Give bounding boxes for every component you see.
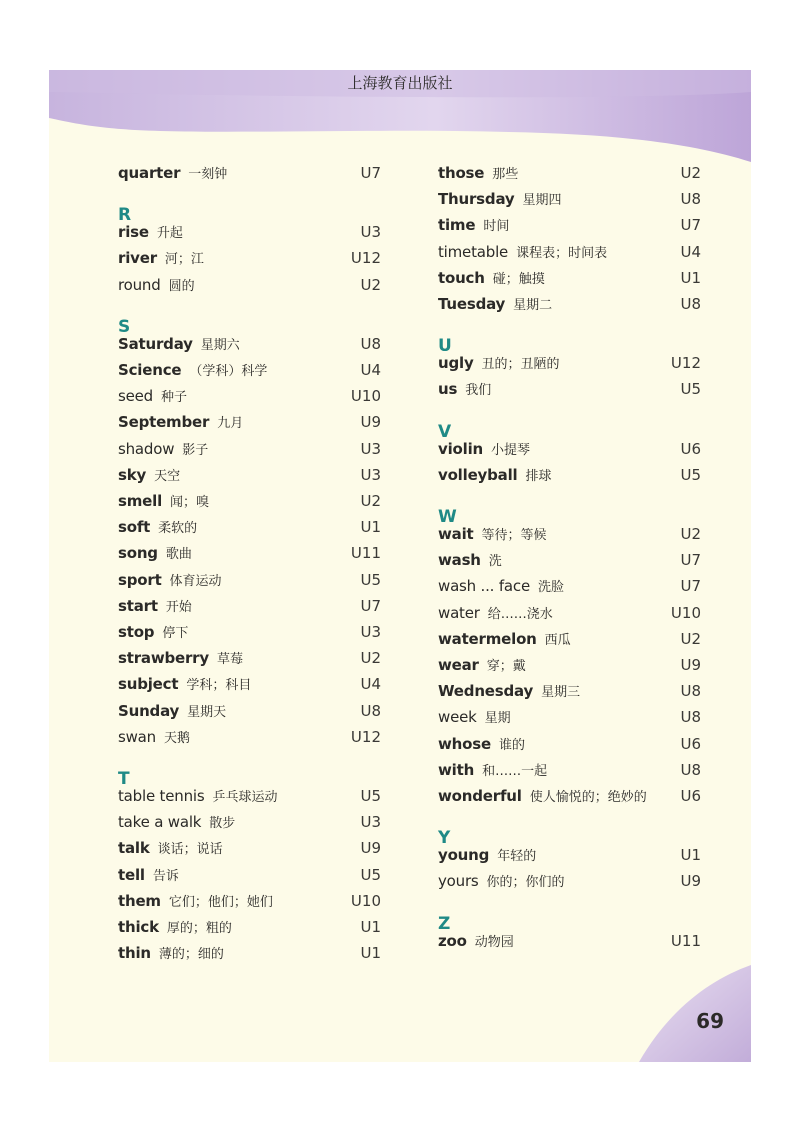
- vocab-chinese: 停下: [162, 626, 189, 641]
- vocab-chinese: 星期天: [187, 704, 227, 720]
- vocab-unit: U6: [680, 439, 701, 458]
- vocab-word: start: [118, 596, 158, 615]
- vocab-chinese: 星期二: [513, 298, 553, 313]
- vocab-word: wash ... face: [438, 577, 530, 596]
- vocab-chinese: 星期六: [200, 337, 240, 353]
- vocab-word: sport: [118, 570, 162, 589]
- vocab-unit: U6: [680, 734, 701, 753]
- vocab-chinese: 告诉: [152, 868, 179, 884]
- vocab-unit: U5: [680, 380, 701, 399]
- vocab-unit: U1: [360, 918, 381, 936]
- vocab-unit: U8: [680, 682, 701, 701]
- vocab-word: subject: [118, 675, 179, 694]
- vocab-word: timetable: [438, 242, 509, 261]
- vocab-chinese: 谈话；说话: [157, 842, 223, 858]
- vocab-unit: U2: [680, 629, 701, 648]
- vocab-chinese: 天鹅: [163, 730, 190, 746]
- vocab-unit: U8: [360, 334, 381, 353]
- vocab-unit: U11: [350, 544, 381, 563]
- vocab-entry: [118, 673, 381, 695]
- vocab-entry: [438, 549, 701, 571]
- vocab-entry: [118, 438, 381, 460]
- vocab-unit: U8: [680, 760, 701, 779]
- section-letter: V: [438, 421, 452, 442]
- vocab-unit: U7: [680, 216, 701, 235]
- vocab-chinese: 开始: [165, 599, 192, 615]
- vocab-entry: [438, 930, 701, 952]
- vocab-word: table tennis: [118, 787, 205, 805]
- vocab-chinese: 升起: [156, 226, 183, 242]
- vocab-unit: U2: [360, 492, 381, 510]
- vocab-word: touch: [438, 268, 485, 287]
- vocab-chinese: 乒乓球运动: [212, 790, 278, 805]
- vocab-word: us: [438, 380, 458, 399]
- vocab-word: thin: [118, 944, 151, 963]
- vocab-unit: U5: [360, 570, 381, 589]
- vocab-chinese: 西瓜: [544, 632, 571, 648]
- section-letter: U: [438, 336, 452, 357]
- vocab-chinese: 给……浇水: [487, 606, 553, 622]
- vocab-chinese: 星期三: [541, 685, 581, 701]
- vocab-entry: [438, 628, 701, 650]
- vocab-word: time: [438, 216, 476, 235]
- vocab-word: Science: [118, 361, 182, 379]
- vocab-chinese: 年轻的: [497, 849, 537, 865]
- vocab-entry: [438, 602, 701, 624]
- vocab-entry: [438, 162, 701, 184]
- vocab-chinese: 薄的；细的: [158, 947, 224, 963]
- vocab-word: zoo: [438, 931, 467, 950]
- vocab-word: talk: [118, 839, 150, 858]
- vocab-unit: U2: [680, 164, 701, 182]
- vocab-unit: U8: [680, 295, 701, 313]
- vocab-word: water: [438, 603, 480, 622]
- vocab-entry: [118, 411, 381, 433]
- vocab-chinese: 洗脸: [537, 580, 564, 596]
- vocab-chinese: 体育运动: [169, 573, 222, 589]
- vocab-entry: [118, 942, 381, 964]
- vocab-unit: U5: [360, 865, 381, 884]
- vocab-word: song: [118, 544, 158, 563]
- section-letter: Z: [438, 913, 451, 934]
- vocab-chinese: 一刻钟: [188, 167, 228, 182]
- vocab-unit: U5: [360, 787, 381, 805]
- vocab-entry: [438, 214, 701, 236]
- vocab-entry: [118, 621, 381, 643]
- vocab-entry: [118, 333, 381, 355]
- vocab-unit: U7: [680, 551, 701, 570]
- vocab-entry: [438, 654, 701, 676]
- vocab-word: thick: [118, 918, 159, 936]
- vocab-word: watermelon: [438, 629, 537, 648]
- vocab-unit: U2: [360, 275, 381, 294]
- vocab-word: them: [118, 891, 161, 910]
- section-letter: Y: [438, 828, 451, 849]
- vocab-chinese: 时间: [483, 219, 510, 235]
- vocab-word: Thursday: [438, 190, 515, 209]
- vocab-entry: [438, 378, 701, 400]
- vocab-word: shadow: [118, 439, 175, 458]
- vocab-entry: [118, 916, 381, 938]
- vocab-chinese: 它们；他们；她们: [168, 894, 273, 910]
- vocab-entry: [118, 464, 381, 486]
- vocab-chinese: 闻；嗅: [170, 495, 210, 510]
- section-letter: S: [118, 316, 131, 337]
- vocab-chinese: 你的；你们的: [486, 875, 565, 891]
- vocab-word: round: [118, 275, 161, 294]
- vocab-unit: U4: [360, 361, 381, 379]
- section-letter: T: [118, 769, 130, 789]
- vocab-chinese: 河；江: [164, 252, 204, 268]
- vocab-unit: U3: [360, 465, 381, 484]
- vocab-word: Sunday: [118, 701, 180, 720]
- vocab-word: wait: [438, 525, 474, 543]
- vocab-word: sky: [118, 465, 147, 484]
- vocab-entry: [118, 726, 381, 748]
- page: [49, 70, 751, 1062]
- vocab-entry: [118, 221, 381, 243]
- vocab-chinese: 使人愉悦的；绝妙的: [529, 790, 647, 805]
- vocab-entry: [118, 542, 381, 564]
- vocab-chinese: 九月: [217, 416, 244, 432]
- vocab-unit: U9: [680, 656, 701, 674]
- vocab-entry: [438, 438, 701, 460]
- vocab-entry: [438, 464, 701, 486]
- vocab-chinese: （学科）科学: [189, 364, 268, 379]
- vocab-unit: U3: [360, 223, 381, 242]
- page-number: 69: [696, 1009, 724, 1033]
- vocab-chinese: 小提琴: [491, 442, 531, 458]
- vocab-unit: U9: [360, 839, 381, 858]
- vocab-word: wash: [438, 551, 481, 570]
- vocab-entry: [438, 575, 701, 597]
- vocab-unit: U10: [350, 387, 381, 406]
- vocab-unit: U1: [360, 518, 381, 537]
- vocab-word: smell: [118, 492, 163, 510]
- vocab-word: rise: [118, 223, 149, 242]
- vocab-unit: U1: [360, 944, 381, 963]
- vocab-chinese: 排球: [525, 468, 552, 484]
- vocab-word: Tuesday: [438, 295, 506, 313]
- vocab-entry: [118, 247, 381, 269]
- vocab-chinese: 和……一起: [482, 763, 548, 779]
- vocab-word: Wednesday: [438, 682, 534, 701]
- vocab-entry: [438, 523, 701, 545]
- vocab-chinese: 课程表；时间表: [516, 245, 608, 261]
- vocab-unit: U4: [360, 675, 381, 694]
- vocab-chinese: 种子: [161, 390, 188, 406]
- vocab-chinese: 天空: [154, 468, 181, 484]
- vocab-unit: U8: [680, 190, 701, 209]
- vocab-chinese: 丑的；丑陋的: [481, 357, 560, 373]
- vocab-word: swan: [118, 727, 156, 746]
- vocab-entry: [118, 385, 381, 407]
- vocab-entry: [118, 162, 381, 184]
- vocab-entry: [118, 516, 381, 538]
- vocab-chinese: 碰；触摸: [492, 271, 545, 287]
- vocab-unit: U1: [680, 268, 701, 287]
- vocab-entry: [118, 890, 381, 912]
- vocab-chinese: 穿；戴: [486, 659, 526, 674]
- vocab-unit: U3: [360, 439, 381, 458]
- vocab-word: week: [438, 708, 477, 727]
- vocab-entry: [438, 759, 701, 781]
- vocab-chinese: 等待；等候: [481, 528, 547, 543]
- vocab-chinese: 谁的: [498, 737, 525, 753]
- vocab-entry: [438, 241, 701, 263]
- vocab-entry: [118, 595, 381, 617]
- vocab-unit: U4: [680, 242, 701, 261]
- vocab-chinese: 散步: [209, 816, 236, 832]
- vocab-entry: [438, 680, 701, 702]
- vocab-unit: U2: [360, 649, 381, 668]
- vocab-word: strawberry: [118, 649, 209, 668]
- vocab-unit: U8: [360, 701, 381, 720]
- vocab-unit: U2: [680, 525, 701, 543]
- vocab-chinese: 星期四: [522, 193, 562, 209]
- vocab-chinese: 我们: [465, 383, 492, 399]
- vocab-entry: [438, 188, 701, 210]
- vocab-entry: [438, 352, 701, 374]
- vocab-unit: U7: [360, 596, 381, 615]
- vocab-unit: U9: [680, 872, 701, 891]
- vocab-word: whose: [438, 734, 491, 753]
- vocab-word: September: [118, 413, 210, 432]
- vocab-word: ugly: [438, 354, 474, 373]
- vocab-word: violin: [438, 439, 483, 458]
- vocab-word: river: [118, 249, 157, 268]
- vocab-unit: U10: [350, 891, 381, 910]
- vocab-word: stop: [118, 623, 155, 641]
- vocab-unit: U3: [360, 813, 381, 832]
- vocab-entry: [438, 870, 701, 892]
- vocab-entry: [438, 785, 701, 807]
- vocab-entry: [438, 844, 701, 866]
- vocab-unit: U5: [680, 465, 701, 484]
- vocab-entry: [118, 811, 381, 833]
- vocab-entry: [118, 864, 381, 886]
- vocab-entry: [118, 700, 381, 722]
- vocab-unit: U8: [680, 708, 701, 727]
- vocab-word: seed: [118, 387, 153, 406]
- vocab-chinese: 厚的；粗的: [166, 921, 232, 936]
- vocab-word: soft: [118, 518, 151, 537]
- vocab-unit: U10: [670, 603, 701, 622]
- vocab-unit: U7: [360, 164, 381, 182]
- vocab-chinese: 柔软的: [158, 521, 198, 537]
- vocab-word: yours: [438, 872, 479, 891]
- vocab-unit: U12: [670, 354, 701, 373]
- vocab-unit: U6: [680, 787, 701, 805]
- vocab-word: take a walk: [118, 813, 202, 832]
- vocab-word: Saturday: [118, 334, 193, 353]
- vocab-entry: [438, 733, 701, 755]
- vocab-chinese: 草莓: [216, 652, 243, 668]
- section-letter: W: [438, 507, 457, 527]
- vocab-entry: [118, 785, 381, 807]
- vocab-unit: U12: [350, 249, 381, 268]
- vocab-chinese: 那些: [492, 167, 519, 182]
- vocab-entry: [438, 706, 701, 728]
- vocab-chinese: 洗: [488, 554, 502, 570]
- vocab-unit: U9: [360, 413, 381, 432]
- vocab-chinese: 歌曲: [165, 547, 192, 563]
- vocab-unit: U12: [350, 727, 381, 746]
- vocab-unit: U7: [680, 577, 701, 596]
- vocab-word: quarter: [118, 164, 181, 182]
- vocab-entry: [438, 267, 701, 289]
- vocab-chinese: 圆的: [168, 278, 195, 294]
- vocab-word: those: [438, 164, 485, 182]
- vocab-entry: [118, 490, 381, 512]
- vocab-unit: U3: [360, 623, 381, 641]
- vocab-chinese: 动物园: [474, 934, 514, 950]
- vocab-entry: [118, 274, 381, 296]
- vocab-word: wonderful: [438, 787, 522, 805]
- publisher-header: 上海教育出版社: [347, 74, 453, 92]
- vocab-entry: [118, 569, 381, 591]
- vocab-word: tell: [118, 865, 145, 884]
- vocab-unit: U1: [680, 846, 701, 865]
- section-letter: R: [118, 205, 132, 226]
- vocab-chinese: 影子: [182, 442, 209, 458]
- vocab-word: young: [438, 846, 490, 865]
- vocab-entry: [438, 293, 701, 315]
- vocab-word: with: [438, 760, 475, 779]
- vocab-chinese: 学科；科目: [186, 678, 252, 694]
- vocab-entry: [118, 359, 381, 381]
- vocab-entry: [118, 647, 381, 669]
- vocab-word: volleyball: [438, 465, 518, 484]
- vocab-entry: [118, 837, 381, 859]
- vocab-chinese: 星期: [484, 711, 511, 727]
- vocab-unit: U11: [670, 931, 701, 950]
- vocab-word: wear: [438, 656, 479, 674]
